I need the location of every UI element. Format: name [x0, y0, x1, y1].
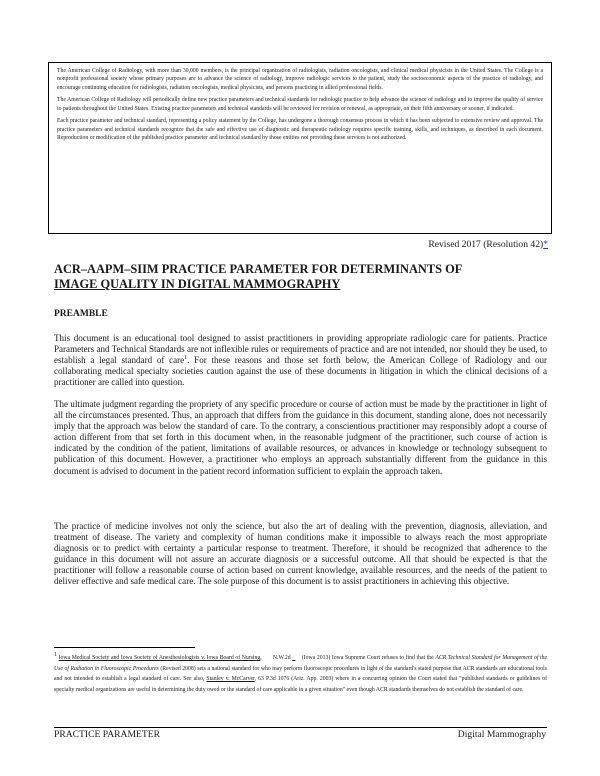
footer-right-label: Digital Mammography [457, 729, 546, 740]
title-line-2: IMAGE QUALITY IN DIGITAL MAMMOGRAPHY [54, 276, 341, 291]
revision-text: Revised 2017 (Resolution 42) [428, 239, 544, 250]
footnote-text: , 63 P.3d 1076 (Ariz. App. 2003) where in a concurring opinion the Court stated that "published standards or guidelines of specialty medical organizations are useful in determining the duty owed or the standard of care applicable in a given situation" even though ACR standards themselves do not establish the standard of care. [54, 676, 548, 693]
title-line-1: ACR–AAPM–SIIM PRACTICE PARAMETER FOR DETERMINANTS OF [54, 262, 463, 276]
footnote-number: 1 [54, 652, 57, 659]
notice-paragraph: The American College of Radiology, with more than 30,000 members, is the principal organization of radiologists, radiation oncologists, and clinical medical physicists in the United States. The College is a nonprofit professional society whose primary purposes are to advance the science of radiology, improve radiologic services to the patient, study the socioeconomic aspects of the practice of radiology, and encourage continuing education for radiologists, radiation oncologists, medical physicists, and persons practicing in allied professional fields. [57, 68, 543, 91]
footnote-standard-title: ACR Technical Standard for Management of the Use of Radiation in Fluoroscopic Procedures [54, 655, 548, 672]
revision-footnote-link[interactable]: * [543, 239, 548, 250]
document-title [54, 262, 554, 291]
paragraph-text: This document is an educational tool designed to assist practitioners in providing appropriate radiologic care for patients. Practice Parameters and Technical Standards are not inflexible rules or requirements of practice and are not intended, nor should they be used, to establish a legal standard of care [54, 333, 547, 366]
footer-left-label: PRACTICE PARAMETER [54, 729, 160, 740]
footnote-citation: N.W.2d [272, 655, 291, 661]
preamble-paragraph-2: The ultimate judgment regarding the propriety of any specific procedure or course of action must be made by the practitioner in light of all the circumstances presented. Thus, an approach that differs from the guidance in this document, standing alone, does not necessarily imply that the approach was below the standard of care. To the contrary, a conscientious practitioner may responsibly adopt a course of action different from that set forth in this document when, in the reasonable judgment of the practitioner, such course of action is indicated by the condition of the patient, limitations of available resources, or advances in knowledge or technology subsequent to publication of this document. However, a practitioner who employs an approach substantially different from the guidance in this document is advised to document in the patient record information sufficient to explain the approach taken. [54, 399, 547, 476]
footnote-text: (Iowa 2013) Iowa Supreme Court refuses to find that the [301, 655, 434, 661]
paragraph-text: . For these reasons and those set forth below, the American College of Radiology and our collaborating medical specialty societies caution against the use of these documents in litigation in which the clinical decisions of a practitioner are called into question. [54, 355, 548, 388]
footer-divider [54, 727, 547, 728]
acr-notice-box [48, 62, 552, 234]
footnote-divider [54, 647, 195, 648]
revision-line [428, 239, 548, 251]
preamble-paragraph-1 [54, 333, 547, 388]
footnote-reference[interactable]: 1 [184, 355, 188, 362]
notice-paragraph: The American College of Radiology will periodically define new practice parameters and technical standards for radiologic practice to help advance the science of radiology and to improve the quality of service to patients throughout the United States. Existing practice parameters and technical standards will be reviewed for revision or renewal, as appropriate, on their fifth anniversary or sooner, if indicated. [57, 97, 543, 112]
preamble-heading: PREAMBLE [54, 309, 108, 319]
footnote-case-link[interactable]: Stanley v. McCarver [206, 676, 255, 683]
footnote-text: (Revised 2008) sets a national standard for who may perform fluoroscopic procedures in light of the standard's stated purpose that ACR standards are educational tools and not intended to establish a legal standard of care. See also, [54, 665, 547, 683]
notice-paragraph: Each practice parameter and technical standard, representing a policy statement by the College, has undergone a thorough consensus process in which it has been subjected to extensive review and approval. The practice parameters and technical standards recognize that the safe and effective use of diagnostic and therapeutic radiology requires specific training, skills, and techniques, as described in each document. Reproduction or modification of the published practice parameter and technical standard by those entities not providing these services is not authorized. [57, 118, 543, 142]
preamble-paragraph-3: The practice of medicine involves not only the science, but also the art of dealing with the prevention, diagnosis, alleviation, and treatment of disease. The variety and complexity of human conditions make it impossible to always reach the most appropriate diagnosis or to predict with certainty a particular response to treatment. Therefore, it should be recognized that adherence to the guidance in this document will not assure an accurate diagnosis or a successful outcome. All that should be expected is that the practitioner will follow a reasonable course of action based on current knowledge, available resources, and the needs of the patient to deliver effective and safe medical care. The sole purpose of this document is to assist practitioners in achieving this objective. [54, 521, 547, 587]
footnote-case-link[interactable]: Iowa Medical Society and Iowa Society of Anesthesiologists v. Iowa Board of Nursing [58, 655, 261, 661]
footnote: $^1$ Iowa Medical Society and Iowa Society of Anesthesiologists v. Iowa Board of Nursing, N.W.2d (Iowa 2013) Iowa Supreme Court refuses to find that the ACR Technical Standard for Management of the Use of Radiation in Fluoroscopic Procedures (Revised 2008) sets a national standard for who may perform fluoroscopic procedures in light of the standard's stated purpose that ACR standards are educational tools and not intended to establish a legal standard of care. See also, Stanley v. McCarver, 63 P.3d 1076 (Ariz. App. 2003) where in a concurring opinion the Court stated that "published standards or guidelines of specialty medical organizations are useful in determining the duty owed or the standard of care applicable in a given situation" even though ACR standards themselves do not establish the standard of care. [54, 652, 548, 693]
